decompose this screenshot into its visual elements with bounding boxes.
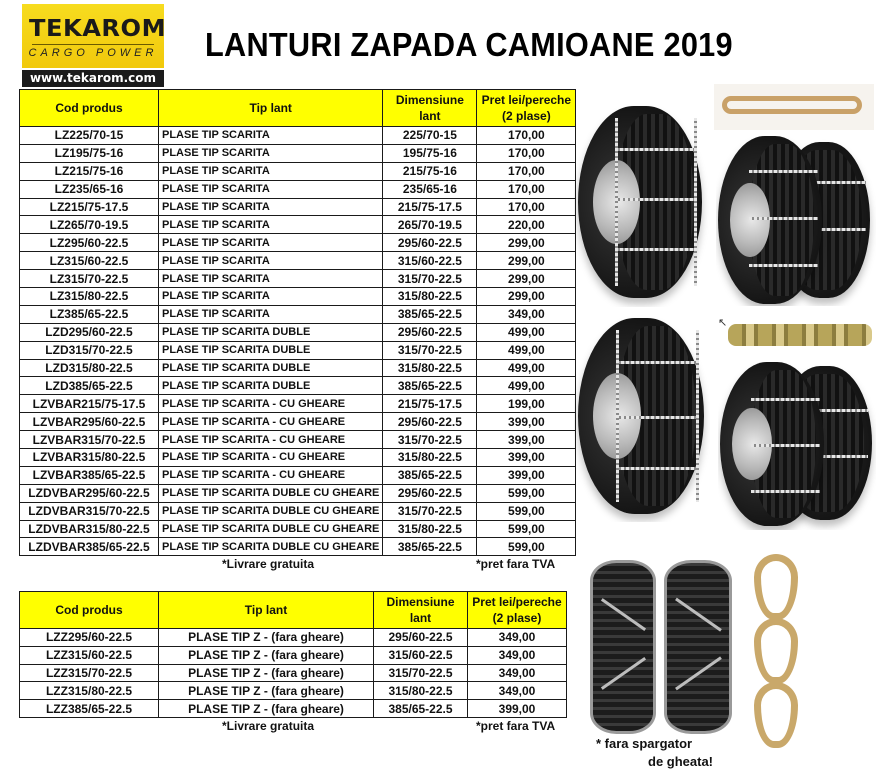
table-row [20, 700, 567, 718]
dimension-cell: 385/65-22.5 [383, 538, 477, 556]
chain-type-cell: PLASE TIP SCARITA [159, 305, 383, 323]
chain-type-cell: PLASE TIP SCARITA - CU GHEARE [159, 413, 383, 431]
product-code-cell: LZD385/65-22.5 [20, 377, 159, 395]
product-code-cell: LZVBAR215/75-17.5 [20, 395, 159, 413]
table-row [20, 216, 576, 234]
dimension-cell: 385/65-22.5 [383, 377, 477, 395]
chain-type-cell: PLASE TIP SCARITA - CU GHEARE [159, 395, 383, 413]
dimension-cell: 315/80-22.5 [383, 449, 477, 467]
product-code-cell: LZ315/60-22.5 [20, 252, 159, 270]
single-tire-claw-chain-image [574, 312, 710, 522]
price-cell: 170,00 [477, 162, 576, 180]
mouse-cursor-icon: ↖ [718, 317, 728, 329]
chain-type-cell: PLASE TIP SCARITA [159, 270, 383, 288]
table-row [20, 682, 567, 700]
price-table-ladder-chains [19, 89, 576, 556]
price-header-line1: Pret lei/pereche [472, 595, 562, 609]
note-free-delivery-1: *Livrare gratuita [222, 557, 315, 571]
product-code-cell: LZZ295/60-22.5 [20, 629, 159, 647]
column-header-code: Cod produs [20, 592, 159, 629]
dimension-cell: 215/75-17.5 [383, 198, 477, 216]
dimension-cell: 315/70-22.5 [383, 341, 477, 359]
z-chain-caption-line2: de gheata! [648, 754, 714, 769]
price-cell: 499,00 [477, 323, 576, 341]
logo-name: TEKAROM [28, 16, 167, 42]
price-cell: 349,00 [468, 646, 567, 664]
price-table-z-chains [19, 591, 567, 718]
price-cell: 599,00 [477, 538, 576, 556]
dimension-cell: 385/65-22.5 [383, 305, 477, 323]
dimension-cell: 315/70-22.5 [374, 664, 468, 682]
product-code-cell: LZZ315/60-22.5 [20, 646, 159, 664]
table-row [20, 252, 576, 270]
dimension-cell: 315/80-22.5 [383, 359, 477, 377]
table-row [20, 449, 576, 467]
chain-type-cell: PLASE TIP SCARITA DUBLE CU GHEARE [159, 538, 383, 556]
column-header-price [477, 90, 576, 127]
dimension-cell: 315/70-22.5 [383, 270, 477, 288]
vertical-chain-links-image [740, 548, 810, 766]
product-code-cell: LZ265/70-19.5 [20, 216, 159, 234]
dimension-cell: 315/70-22.5 [383, 502, 477, 520]
price-cell: 599,00 [477, 484, 576, 502]
product-code-cell: LZZ385/65-22.5 [20, 700, 159, 718]
dimension-cell: 315/60-22.5 [383, 252, 477, 270]
product-code-cell: LZZ315/80-22.5 [20, 682, 159, 700]
dimension-cell: 315/60-22.5 [374, 646, 468, 664]
price-cell: 299,00 [477, 252, 576, 270]
chain-type-cell: PLASE TIP SCARITA - CU GHEARE [159, 431, 383, 449]
dimension-cell: 295/60-22.5 [383, 323, 477, 341]
dimension-header-line1: Dimensiune [386, 595, 455, 609]
chain-type-cell: PLASE TIP SCARITA [159, 252, 383, 270]
chain-type-cell: PLASE TIP SCARITA DUBLE [159, 359, 383, 377]
price-cell: 170,00 [477, 127, 576, 145]
product-code-cell: LZD295/60-22.5 [20, 323, 159, 341]
chain-type-cell: PLASE TIP SCARITA [159, 144, 383, 162]
price-cell: 599,00 [477, 520, 576, 538]
price-header-line2: (2 plase) [502, 109, 551, 123]
chain-type-cell: PLASE TIP Z - (fara gheare) [159, 629, 374, 647]
dimension-cell: 315/80-22.5 [374, 682, 468, 700]
note-price-excl-vat-2: *pret fara TVA [476, 719, 556, 733]
price-cell: 349,00 [468, 664, 567, 682]
price-cell: 349,00 [468, 682, 567, 700]
dimension-cell: 385/65-22.5 [383, 466, 477, 484]
table-row [20, 484, 576, 502]
price-cell: 199,00 [477, 395, 576, 413]
table-row [20, 234, 576, 252]
table-row [20, 288, 576, 306]
product-code-cell: LZDVBAR315/80-22.5 [20, 520, 159, 538]
single-tire-ladder-chain-image [574, 102, 710, 307]
dimension-cell: 235/65-16 [383, 180, 477, 198]
table-row [20, 359, 576, 377]
dimension-cell: 215/75-17.5 [383, 395, 477, 413]
product-code-cell: LZVBAR385/65-22.5 [20, 466, 159, 484]
product-code-cell: LZ385/65-22.5 [20, 305, 159, 323]
dimension-cell: 295/60-22.5 [383, 413, 477, 431]
dimension-cell: 195/75-16 [383, 144, 477, 162]
product-code-cell: LZD315/80-22.5 [20, 359, 159, 377]
chain-type-cell: PLASE TIP SCARITA [159, 234, 383, 252]
price-cell: 170,00 [477, 198, 576, 216]
price-cell: 399,00 [477, 413, 576, 431]
table-row [20, 664, 567, 682]
chain-type-cell: PLASE TIP SCARITA [159, 180, 383, 198]
table-row [20, 127, 576, 145]
table-row [20, 341, 576, 359]
dual-tire-claw-chain-image [718, 362, 876, 530]
table-row [20, 180, 576, 198]
price-cell: 349,00 [468, 629, 567, 647]
table-row [20, 646, 567, 664]
price-cell: 349,00 [477, 305, 576, 323]
tekarom-logo [22, 4, 167, 86]
table-row [20, 431, 576, 449]
note-price-excl-vat-1: *pret fara TVA [476, 557, 556, 571]
chain-type-cell: PLASE TIP SCARITA [159, 127, 383, 145]
price-cell: 499,00 [477, 341, 576, 359]
table-row [20, 377, 576, 395]
note-free-delivery-2: *Livrare gratuita [222, 719, 315, 733]
table-row [20, 270, 576, 288]
logo-tagline: CARGO POWER [28, 47, 158, 59]
product-code-cell: LZDVBAR295/60-22.5 [20, 484, 159, 502]
price-cell: 399,00 [477, 449, 576, 467]
chain-type-cell: PLASE TIP SCARITA DUBLE [159, 323, 383, 341]
column-header-type: Tip lant [159, 592, 374, 629]
price-header-line2: (2 plase) [492, 611, 542, 625]
chain-type-cell: PLASE TIP SCARITA DUBLE CU GHEARE [159, 502, 383, 520]
column-header-dimension [374, 592, 468, 629]
product-code-cell: LZZ315/70-22.5 [20, 664, 159, 682]
price-cell: 499,00 [477, 377, 576, 395]
dimension-cell: 215/75-16 [383, 162, 477, 180]
page-title: LANTURI ZAPADA CAMIOANE 2019 [205, 26, 733, 63]
price-cell: 220,00 [477, 216, 576, 234]
chain-type-cell: PLASE TIP Z - (fara gheare) [159, 646, 374, 664]
table-row [20, 413, 576, 431]
chain-type-cell: PLASE TIP SCARITA [159, 198, 383, 216]
product-code-cell: LZ225/70-15 [20, 127, 159, 145]
price-cell: 399,00 [477, 466, 576, 484]
price-cell: 299,00 [477, 270, 576, 288]
chain-type-cell: PLASE TIP SCARITA DUBLE [159, 341, 383, 359]
column-header-dimension [383, 90, 477, 127]
table-row [20, 198, 576, 216]
z-chain-caption-line1: * fara spargator [596, 736, 693, 751]
product-code-cell: LZ215/75-17.5 [20, 198, 159, 216]
table-row [20, 162, 576, 180]
dimension-cell: 225/70-15 [383, 127, 477, 145]
price-cell: 399,00 [477, 431, 576, 449]
chain-type-cell: PLASE TIP SCARITA - CU GHEARE [159, 449, 383, 467]
dimension-header-line2: lant [419, 109, 441, 123]
claw-chain-link-closeup-image [722, 310, 876, 360]
chain-type-cell: PLASE TIP Z - (fara gheare) [159, 682, 374, 700]
product-code-cell: LZ215/75-16 [20, 162, 159, 180]
table-row [20, 520, 576, 538]
column-header-type: Tip lant [159, 90, 383, 127]
chain-type-cell: PLASE TIP SCARITA DUBLE CU GHEARE [159, 520, 383, 538]
product-code-cell: LZD315/70-22.5 [20, 341, 159, 359]
table-row [20, 629, 567, 647]
dimension-cell: 295/60-22.5 [383, 484, 477, 502]
table-row [20, 538, 576, 556]
chain-type-cell: PLASE TIP Z - (fara gheare) [159, 664, 374, 682]
product-code-cell: LZDVBAR315/70-22.5 [20, 502, 159, 520]
logo-divider [32, 44, 154, 45]
chain-type-cell: PLASE TIP SCARITA [159, 162, 383, 180]
table-row [20, 144, 576, 162]
product-code-cell: LZVBAR315/80-22.5 [20, 449, 159, 467]
dimension-header-line2: lant [409, 611, 432, 625]
column-header-code: Cod produs [20, 90, 159, 127]
product-code-cell: LZ235/65-16 [20, 180, 159, 198]
product-code-cell: LZVBAR295/60-22.5 [20, 413, 159, 431]
price-cell: 599,00 [477, 502, 576, 520]
dimension-cell: 295/60-22.5 [383, 234, 477, 252]
table-header-row [20, 90, 576, 127]
column-header-price [468, 592, 567, 629]
dimension-cell: 315/80-22.5 [383, 520, 477, 538]
chain-type-cell: PLASE TIP SCARITA DUBLE CU GHEARE [159, 484, 383, 502]
product-code-cell: LZVBAR315/70-22.5 [20, 431, 159, 449]
price-cell: 170,00 [477, 180, 576, 198]
dual-tire-ladder-chain-image [716, 136, 876, 306]
price-cell: 170,00 [477, 144, 576, 162]
z-type-chain-tires-image [586, 552, 744, 740]
chain-type-cell: PLASE TIP SCARITA - CU GHEARE [159, 466, 383, 484]
chain-type-cell: PLASE TIP SCARITA DUBLE [159, 377, 383, 395]
product-code-cell: LZDVBAR385/65-22.5 [20, 538, 159, 556]
table-row [20, 466, 576, 484]
dimension-cell: 265/70-19.5 [383, 216, 477, 234]
table-header-row [20, 592, 567, 629]
dimension-cell: 385/65-22.5 [374, 700, 468, 718]
price-cell: 399,00 [468, 700, 567, 718]
logo-url: www.tekarom.com [22, 70, 164, 87]
product-code-cell: LZ315/80-22.5 [20, 288, 159, 306]
dimension-cell: 315/80-22.5 [383, 288, 477, 306]
product-code-cell: LZ195/75-16 [20, 144, 159, 162]
chain-type-cell: PLASE TIP Z - (fara gheare) [159, 700, 374, 718]
dimension-cell: 295/60-22.5 [374, 629, 468, 647]
table-row [20, 305, 576, 323]
table-row [20, 395, 576, 413]
product-code-cell: LZ295/60-22.5 [20, 234, 159, 252]
price-cell: 499,00 [477, 359, 576, 377]
price-header-line1: Pret lei/pereche [481, 93, 572, 107]
price-cell: 299,00 [477, 234, 576, 252]
dimension-cell: 315/70-22.5 [383, 431, 477, 449]
table-row [20, 502, 576, 520]
chain-type-cell: PLASE TIP SCARITA [159, 288, 383, 306]
chain-link-closeup-image [714, 84, 874, 130]
table-row [20, 323, 576, 341]
price-cell: 299,00 [477, 288, 576, 306]
dimension-header-line1: Dimensiune [395, 93, 464, 107]
chain-type-cell: PLASE TIP SCARITA [159, 216, 383, 234]
product-code-cell: LZ315/70-22.5 [20, 270, 159, 288]
